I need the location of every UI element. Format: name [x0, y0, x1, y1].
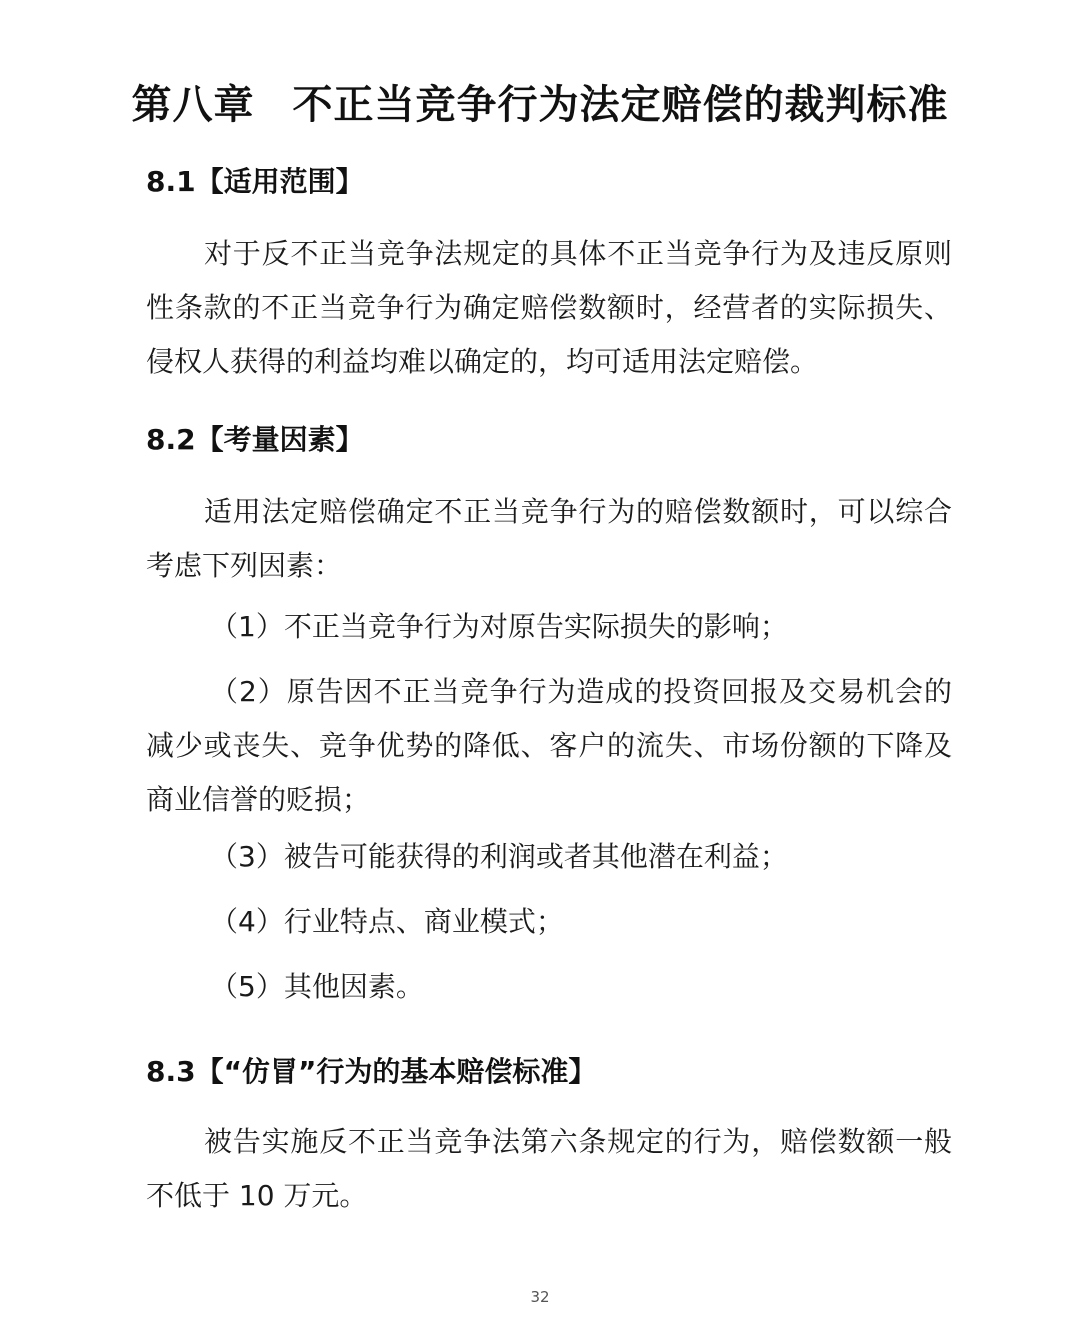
- section-heading-8-3: 8.3【“仿冒”行为的基本赔偿标准】: [146, 1055, 597, 1088]
- section-heading-8-2: 8.2【考量因素】: [146, 423, 364, 456]
- page-number: 32: [530, 1288, 550, 1306]
- chapter-number: 第八章: [131, 81, 255, 128]
- chapter-title: [0, 73, 1080, 130]
- chapter-title-text: 不正当竞争行为法定赔偿的裁判标准: [292, 81, 949, 128]
- section-8-2-item-5: （5）其他因素。: [210, 970, 424, 1003]
- section-8-2-item-3: （3）被告可能获得的利润或者其他潜在利益；: [210, 840, 788, 873]
- section-8-2-item-1: （1）不正当竞争行为对原告实际损失的影响；: [210, 610, 788, 643]
- section-8-2-paragraph: 适用法定赔偿确定不正当竞争行为的赔偿数额时，可以综合考虑下列因素：: [146, 495, 952, 582]
- section-heading-8-1: 8.1【适用范围】: [146, 165, 364, 198]
- section-8-2-item-2: （2）原告因不正当竞争行为造成的投资回报及交易机会的减少或丧失、竞争优势的降低、客户的流失、市场份额的下降及商业信誉的贬损；: [146, 675, 952, 816]
- section-8-2-item-4: （4）行业特点、商业模式；: [210, 905, 564, 938]
- section-8-3-paragraph: 被告实施反不正当竞争法第六条规定的行为，赔偿数额一般不低于 10 万元。: [146, 1125, 952, 1212]
- section-8-1-paragraph: 对于反不正当竞争法规定的具体不正当竞争行为及违反原则性条款的不正当竞争行为确定赔偿数额时，经营者的实际损失、侵权人获得的利益均难以确定的，均可适用法定赔偿。: [146, 237, 952, 378]
